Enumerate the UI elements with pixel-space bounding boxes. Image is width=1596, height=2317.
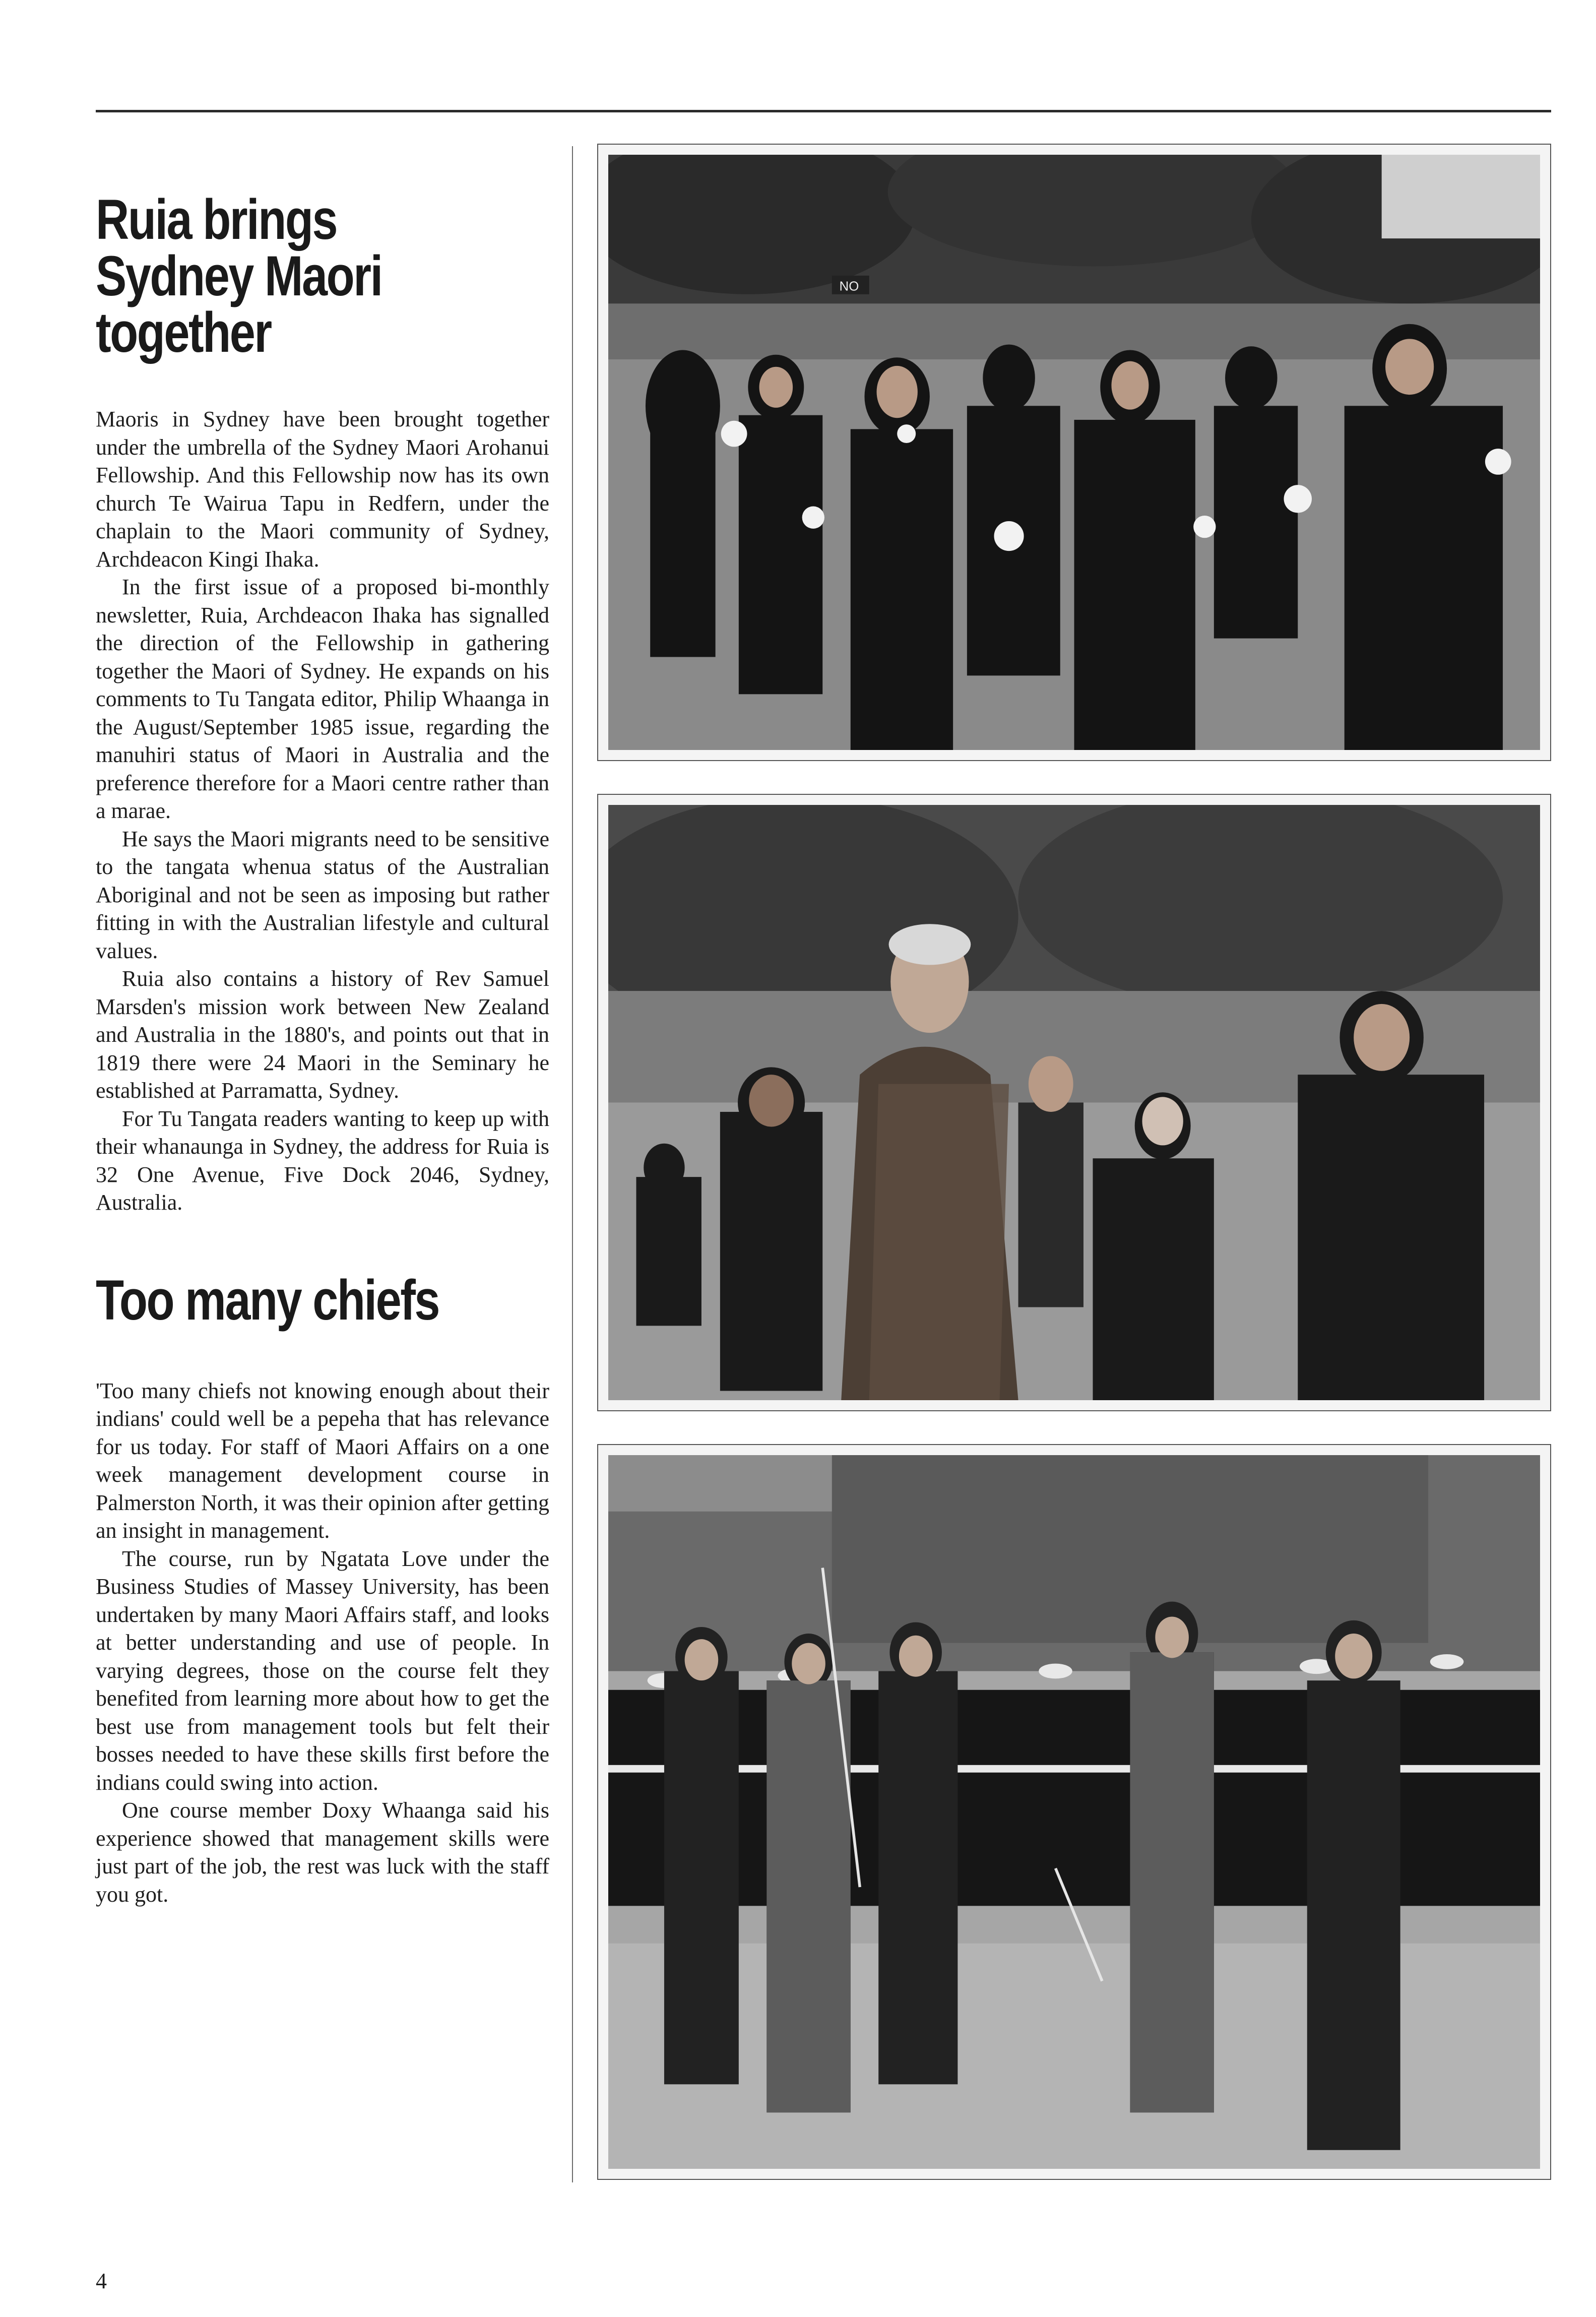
paragraph: He says the Maori migrants need to be sensitive to the tangata whenua status of the Australian Aboriginal and not be seen as imposing but rather fitting in with the Australian lifestyle and cultural values. — [96, 826, 549, 963]
photo-guard-inspection — [608, 1455, 1540, 2169]
paragraph: Ruia also contains a history of Rev Samuel Marsden's mission work between New Zealand and Australia in the 1880's, and points out that in 1819 there were 24 Maori in the Seminary he established at Parramatta, Sydney. — [96, 966, 549, 1103]
paragraph: Maoris in Sydney have been brought together under the umbrella of the Sydney Maori Arohanui Fellowship. And this Fellowship now has its own church Te Wairua Tapu in Redfern, under the chaplain to the Maori community of Sydney, Archdeacon Kingi Ihaka. — [96, 407, 549, 572]
photo-sign-text: NO — [839, 279, 859, 294]
headline-line: together — [96, 301, 271, 364]
text-column — [96, 146, 549, 1908]
column-rule — [572, 146, 573, 2182]
photo-frame-guard-inspection — [597, 1444, 1551, 2180]
paragraph: For Tu Tangata readers wanting to keep up with their whanaunga in Sydney, the address for Ruia is 32 One Avenue, Five Dock 2046, Sydney, Australia. — [96, 1106, 549, 1215]
guard-inspection-image — [608, 1455, 1540, 2169]
article1-body — [96, 405, 549, 1217]
poi-performers-image — [608, 155, 1540, 750]
article2-headline: Too many chiefs — [96, 1268, 439, 1332]
paragraph: The course, run by Ngatata Love under the Business Studies of Massey University, has been undertaken by many Maori Affairs staff, and looks at better understanding and use of people. In varying degrees, those on the course felt they benefited from learning more about how to get the best use from management tools but felt their bosses needed to have these skills first before the indians could swing into action. — [96, 1546, 549, 1795]
paragraph: In the first issue of a proposed bi-monthly newsletter, Ruia, Archdeacon Ihaka has signalled the direction of the Fellowship in gathering together the Maori of Sydney. He expands on his comments to Tu Tangata editor, Philip Whaanga in the August/September 1985 issue, regarding the manuhiri status of Maori in Australia and the preference therefore for a Maori centre rather than a marae. — [96, 575, 549, 823]
paragraph: 'Too many chiefs not knowing enough about their indians' could well be a pepeha that has relevance for us today. For staff of Maori Affairs on a one week management development course in Palmerston North, it was their opinion after getting an insight in management. — [96, 1378, 549, 1543]
article2-body — [96, 1377, 549, 1909]
photo-frame-cloak-ceremony — [597, 794, 1551, 1411]
top-rule — [96, 110, 1551, 112]
headline-line: Sydney Maori — [96, 244, 382, 307]
article1-headline — [96, 188, 550, 364]
page-number: 4 — [96, 2269, 107, 2293]
photo-frame-poi-performers — [597, 144, 1551, 761]
headline-line: Ruia brings — [96, 188, 337, 251]
photo-cloak-ceremony — [608, 805, 1540, 1400]
paragraph: One course member Doxy Whaanga said his experience showed that management skills were just part of the job, the rest was luck with the staff you got. — [96, 1798, 549, 1907]
cloak-ceremony-image — [608, 805, 1540, 1400]
photo-poi-performers — [608, 155, 1540, 750]
